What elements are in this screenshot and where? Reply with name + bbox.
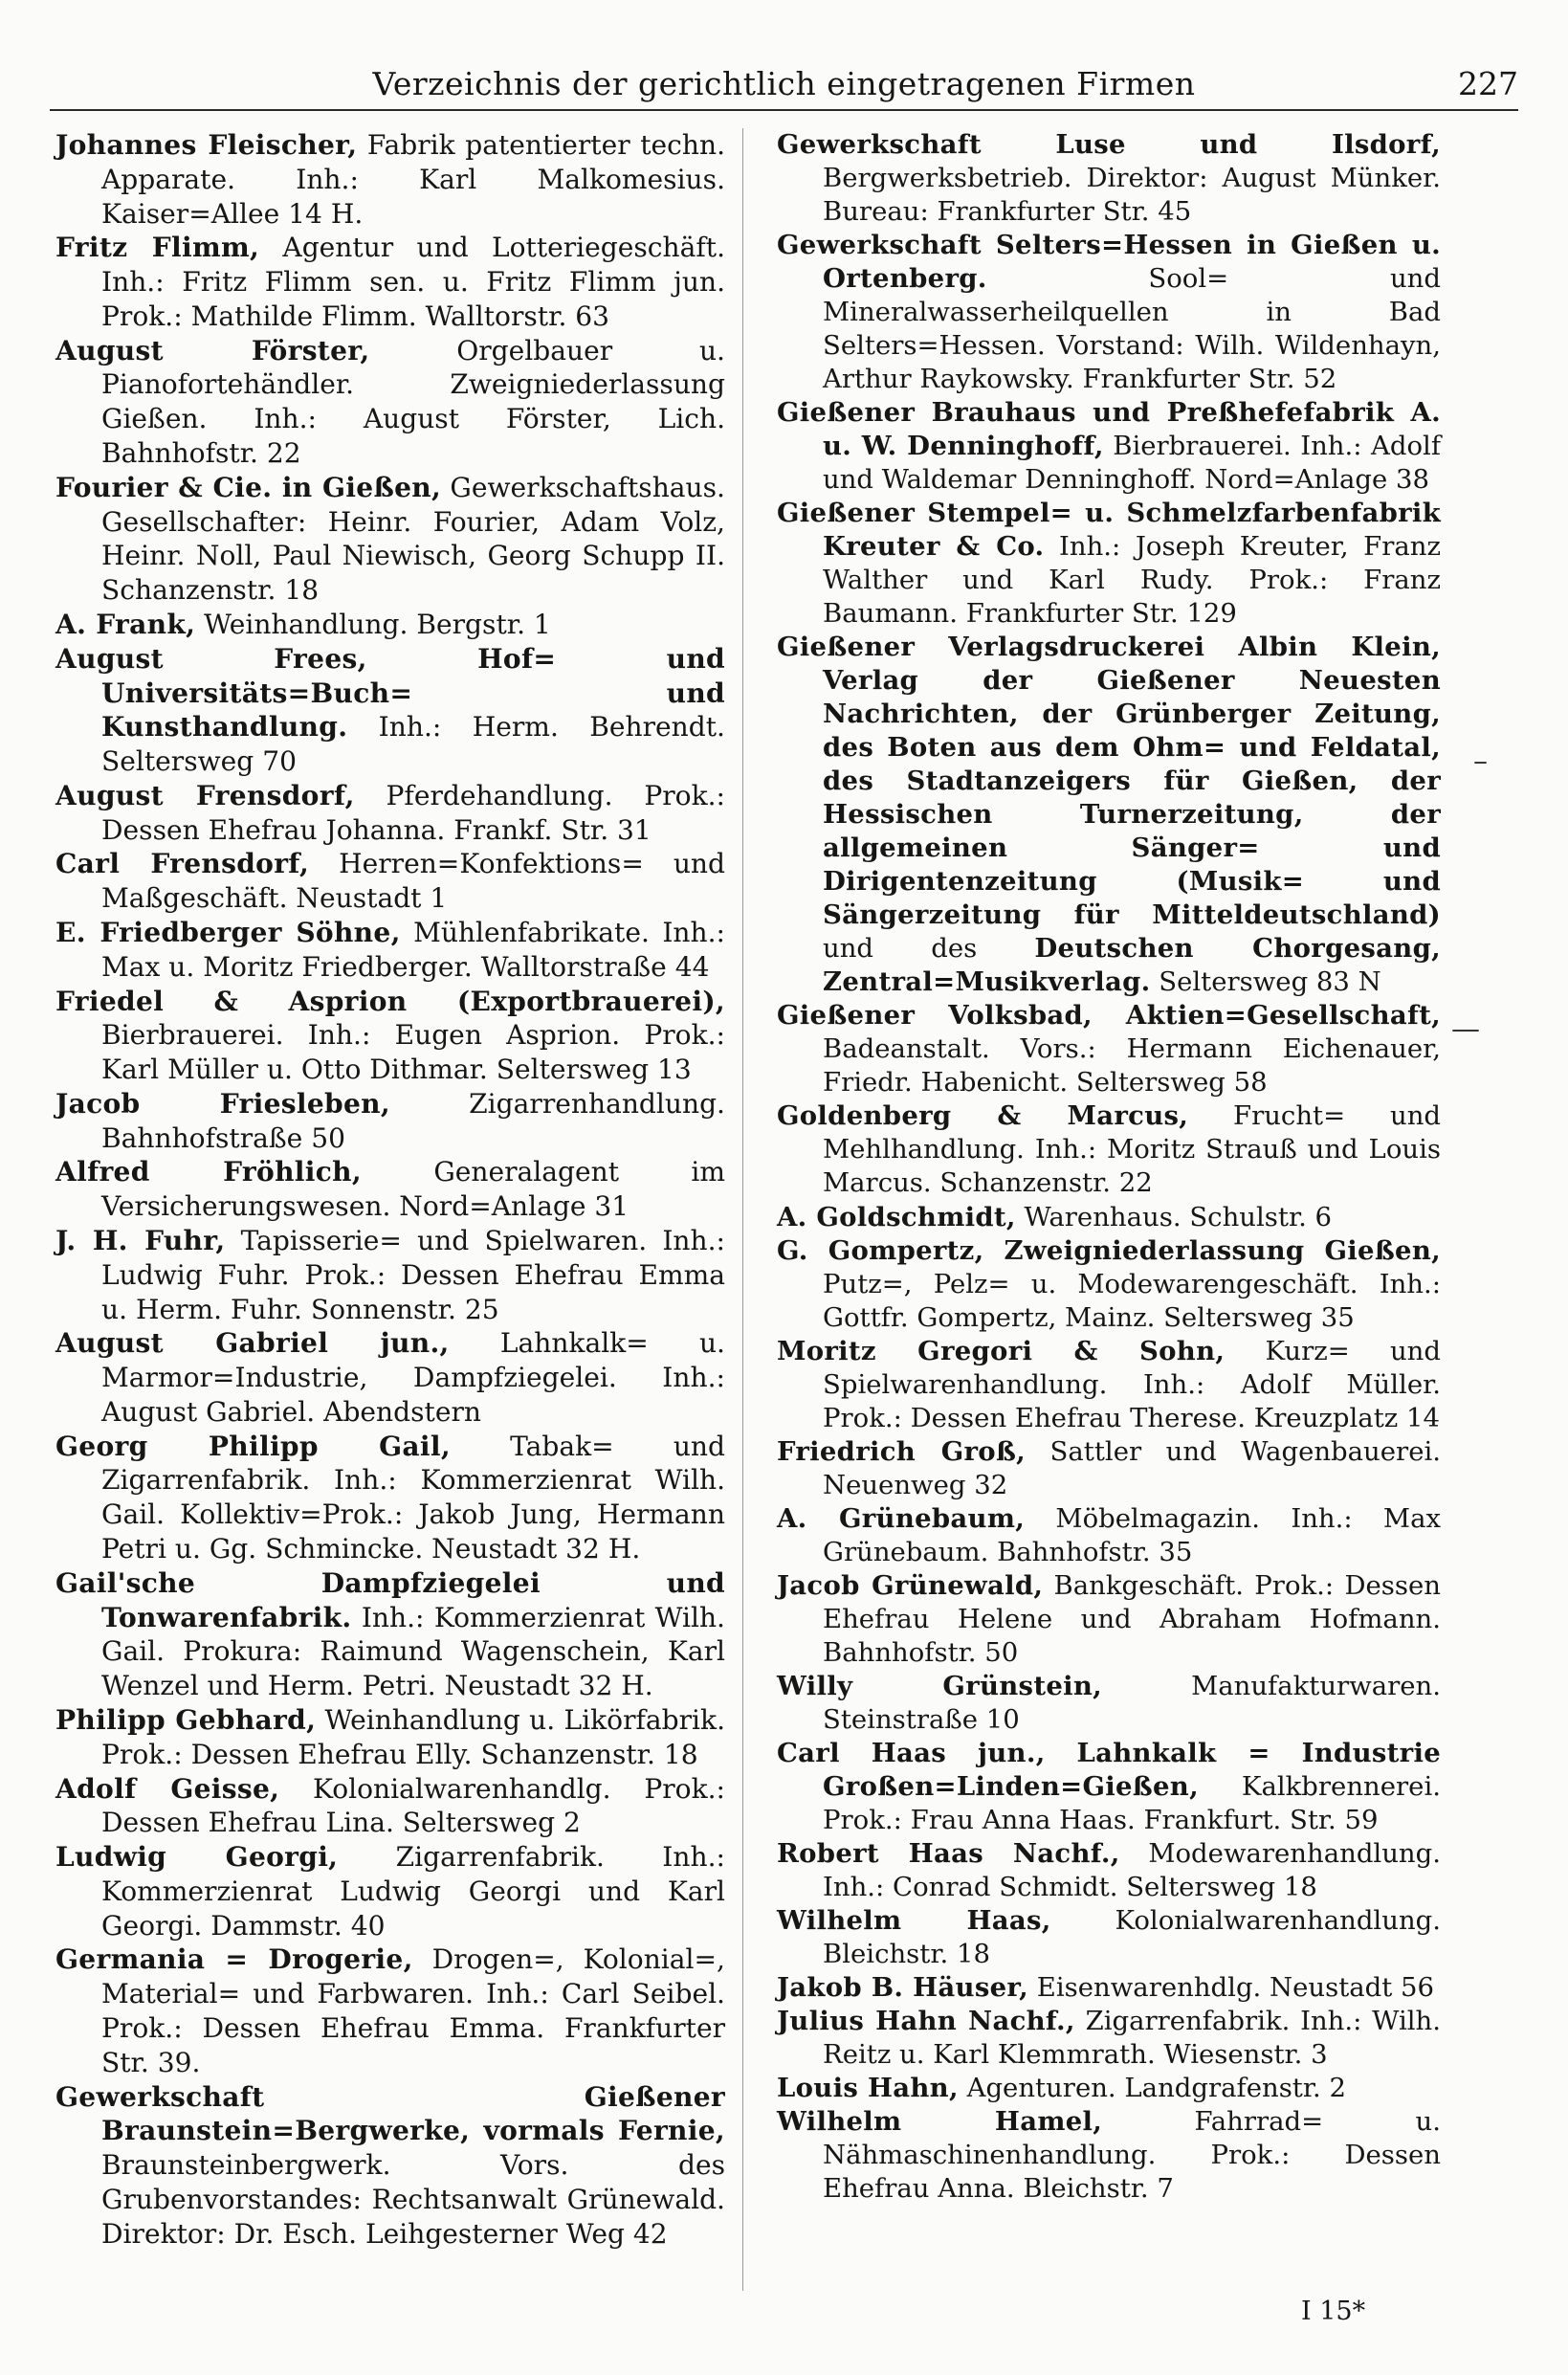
firm-details: Inh.: Herm. Behrendt. Seltersweg 70 <box>101 711 725 778</box>
firm-name: Germania = Drogerie, <box>55 1943 413 1976</box>
firm-entry <box>55 779 725 848</box>
firm-name: August Frees, Hof= und Universitäts=Buch= und Kunsthandlung. <box>55 642 725 744</box>
firm-entry <box>777 497 1441 631</box>
firm-name: Gewerkschaft Selters=Hessen in Gießen u. Ortenberg. <box>777 230 1441 295</box>
firm-name: Wilhelm Hamel, <box>777 2105 1103 2137</box>
firm-name: Alfred Fröhlich, <box>55 1156 362 1188</box>
firm-entry <box>777 128 1441 229</box>
firm-entry <box>55 1326 725 1429</box>
firm-entry <box>55 847 725 916</box>
firm-details: Tapisserie= und Spielwaren. Inh.: Ludwig Fuhr. Prok.: Dessen Ehefrau Emma u. Herm. Fuhr. Sonnenstr. 25 <box>101 1225 725 1325</box>
firm-entry <box>55 1087 725 1156</box>
firm-entry <box>777 1234 1441 1335</box>
firm-details: Weinhandlung. Bergstr. 1 <box>195 608 551 640</box>
firm-details: Inh.: Joseph Kreuter, Franz Walther und Karl Rudy. Prok.: Franz Baumann. Frankfurter Str. 129 <box>823 531 1441 630</box>
firm-details: Braunsteinbergwerk. Vors. des Grubenvorstandes: Rechtsanwalt Grünewald. Direktor: Dr. Esch. Leihgesterner Weg 42 <box>101 2149 725 2250</box>
firm-details: Drogen=, Kolonial=, Material= und Farbwaren. Inh.: Carl Seibel. Prok.: Dessen Ehefrau Emma. Frankfurter Str. 39. <box>101 1943 725 2078</box>
firm-details: Warenhaus. Schulstr. 6 <box>1015 1201 1333 1232</box>
firm-name: Gießener Volksbad, Aktien=Gesellschaft, <box>777 1000 1441 1032</box>
firm-details: Fahrrad= u. Nähmaschinenhandlung. Prok.: Dessen Ehefrau Anna. Bleichstr. 7 <box>823 2105 1441 2204</box>
firm-name: G. Gompertz, Zweigniederlassung Gießen, <box>777 1234 1441 1266</box>
firm-name: J. H. Fuhr, <box>55 1225 226 1256</box>
firm-entry <box>55 1942 725 2079</box>
firm-name: A. Goldschmidt, <box>777 1201 1016 1232</box>
firm-entry <box>55 1430 725 1566</box>
firm-details: Weinhandlung u. Likörfabrik. Prok.: Dessen Ehefrau Elly. Schanzenstr. 18 <box>101 1703 725 1770</box>
firm-name: Deutschen Chorgesang, Zentral=Musikverlag. <box>823 933 1441 998</box>
firm-entry <box>777 1737 1441 1837</box>
firm-name: Moritz Gregori & Sohn, <box>777 1335 1226 1366</box>
firm-details: Bierbrauerei. Inh.: Adolf und Waldemar Denninghoff. Nord=Anlage 38 <box>823 431 1441 496</box>
right-column <box>777 128 1441 2206</box>
firm-entry <box>55 1155 725 1224</box>
firm-name: August Gabriel jun., <box>55 1327 450 1360</box>
firm-details: Sattler und Wagenbauerei. Neuenweg 32 <box>823 1435 1442 1500</box>
running-title: Verzeichnis der gerichtlich eingetragenen Firmen <box>372 65 1196 102</box>
margin-dash-mark: — <box>1451 1012 1480 1046</box>
firm-details: Kolonialwarenhandlg. Prok.: Dessen Ehefrau Lina. Seltersweg 2 <box>101 1772 725 1839</box>
firm-name: Carl Frensdorf, <box>55 848 310 880</box>
firm-entry <box>777 2105 1441 2206</box>
page-header <box>50 59 1518 111</box>
firm-entry <box>777 229 1441 396</box>
firm-entry <box>777 1502 1441 1569</box>
firm-name: Gießener Stempel= u. Schmelzfarbenfabrik Kreuter & Co. <box>777 498 1441 563</box>
firm-details: Agentur und Lotteriegeschäft. Inh.: Fritz Flimm sen. u. Fritz Flimm jun. Prok.: Mathilde Flimm. Walltorstr. 63 <box>101 232 725 332</box>
firm-entry <box>777 1099 1441 1200</box>
firm-entry <box>55 1840 725 1942</box>
firm-details: Putz=, Pelz= u. Modewarengeschäft. Inh.: Gottfr. Gompertz, Mainz. Seltersweg 35 <box>823 1268 1441 1333</box>
firm-entry <box>777 396 1441 497</box>
firm-name: Fritz Flimm, <box>55 232 260 264</box>
firm-details: Manufakturwaren. Steinstraße 10 <box>823 1670 1441 1735</box>
firm-name: Jacob Grünewald, <box>777 1569 1044 1601</box>
firm-name: Louis Hahn, <box>777 2072 959 2103</box>
firm-name: E. Friedberger Söhne, <box>55 916 401 948</box>
firm-details: Gewerkschaftshaus. Gesellschafter: Heinr. Fourier, Adam Volz, Heinr. Noll, Paul Niewisch, Georg Schupp II. Schanzenstr. 18 <box>101 471 725 607</box>
firm-name: Gewerkschaft Gießener Braunstein=Bergwerke, vormals Fernie, <box>55 2080 725 2147</box>
firm-details: Fabrik patentierter techn. Apparate. Inh.: Karl Malkomesius. Kaiser=Allee 14 H. <box>101 129 726 230</box>
firm-details: und des <box>823 933 1035 965</box>
firm-name: Philipp Gebhard, <box>55 1703 317 1736</box>
firm-details: Lahnkalk= u. Marmor=Industrie, Dampfziegelei. Inh.: August Gabriel. Abendstern <box>101 1327 725 1428</box>
firm-entry <box>55 1566 725 1703</box>
firm-name: Adolf Geisse, <box>55 1772 280 1805</box>
firm-details: Herren=Konfektions= und Maßgeschäft. Neustadt 1 <box>101 848 725 915</box>
firm-entry <box>55 128 725 231</box>
firm-entry <box>55 985 725 1087</box>
firm-details: Badeanstalt. Vors.: Hermann Eichenauer, Friedr. Habenicht. Seltersweg 58 <box>823 1033 1441 1099</box>
firm-details: Kurz= und Spielwarenhandlung. Inh.: Adolf Müller. Prok.: Dessen Ehefrau Therese. Kreuzplatz 14 <box>823 1335 1441 1433</box>
firm-details: Bierbrauerei. Inh.: Eugen Asprion. Prok.: Karl Müller u. Otto Dithmar. Seltersweg 13 <box>101 1019 725 1086</box>
firm-entry <box>777 1335 1441 1435</box>
page-number: 227 <box>1458 65 1518 102</box>
firm-details: Agenturen. Landgrafenstr. 2 <box>958 2072 1346 2103</box>
firm-details: Eisenwarenhdlg. Neustadt 56 <box>1028 1971 1435 2003</box>
firm-details: Seltersweg 83 N <box>1150 966 1381 998</box>
firm-name: Gießener Brauhaus und Preßhefefabrik A. u. W. Denninghoff, <box>777 397 1441 462</box>
firm-entry <box>777 2072 1441 2105</box>
firm-name: Robert Haas Nachf., <box>777 1837 1120 1869</box>
firm-details: Tabak= und Zigarrenfabrik. Inh.: Kommerzienrat Wilh. Gail. Kollektiv=Prok.: Jakob Jung, Hermann Petri u. Gg. Schmincke. Neustadt 32 H. <box>101 1430 725 1565</box>
firm-entry <box>777 1971 1441 2005</box>
firm-details: Zigarrenfabrik. Inh.: Wilh. Reitz u. Karl Klemmrath. Wiesenstr. 3 <box>823 2005 1442 2070</box>
firm-entry <box>777 1201 1441 1234</box>
firm-details: Inh.: Kommerzienrat Wilh. Gail. Prokura: Raimund Wagenschein, Karl Wenzel und Herm. Petri. Neustadt 32 H. <box>101 1601 725 1702</box>
firm-name: Wilhelm Haas, <box>777 1904 1051 1936</box>
firm-details: Kolonialwarenhandlung. Bleichstr. 18 <box>823 1904 1441 1969</box>
firm-details: Generalagent im Versicherungswesen. Nord=Anlage 31 <box>101 1156 726 1223</box>
firm-entry <box>777 999 1441 1099</box>
firm-name: Ludwig Georgi, <box>55 1841 339 1874</box>
firm-entry <box>55 642 725 779</box>
firm-details: Sool= und Mineralwasserheilquellen in Bad Selters=Hessen. Vorstand: Wilh. Wildenhayn, Arthur Raykowsky. Frankfurter Str. 52 <box>823 263 1441 395</box>
firm-details: Kalkbrennerei. Prok.: Frau Anna Haas. Frankfurt. Str. 59 <box>823 1770 1441 1835</box>
firm-details: Frucht= und Mehlhandlung. Inh.: Moritz Strauß und Louis Marcus. Schanzenstr. 22 <box>823 1100 1442 1199</box>
firm-entry <box>55 231 725 333</box>
firm-entry <box>55 1772 725 1841</box>
firm-name: Friedrich Groß, <box>777 1435 1027 1467</box>
firm-entry <box>777 2005 1441 2072</box>
firm-name: Gießener Verlagsdruckerei Albin Klein, Verlag der Gießener Neuesten Nachrichten, der Grünberger Zeitung, des Boten aus dem Ohm= und Feldatal, des Stadtanzeigers für Gießen, der Hessischen Turnerzeitung, der allgemeinen Sänger= und Dirigentenzeitung (Musik= und Sängerzeitung für Mitteldeutschland) <box>777 632 1441 931</box>
firm-name: Friedel & Asprion (Exportbrauerei), <box>55 985 725 1017</box>
firm-details: Bankgeschäft. Prok.: Dessen Ehefrau Helene und Abraham Hofmann. Bahnhofstr. 50 <box>823 1569 1441 1668</box>
firm-name: Gail'sche Dampfziegelei und Tonwarenfabrik. <box>55 1566 725 1633</box>
firm-details: Möbelmagazin. Inh.: Max Grünebaum. Bahnhofstr. 35 <box>823 1502 1441 1567</box>
firm-entry <box>777 631 1441 999</box>
firm-entry <box>55 1703 725 1772</box>
firm-entry <box>777 1837 1441 1904</box>
firm-name: Georg Philipp Gail, <box>55 1430 451 1462</box>
firm-entry <box>55 2080 725 2252</box>
firm-details: Pferdehandlung. Prok.: Dessen Ehefrau Johanna. Frankf. Str. 31 <box>101 779 725 846</box>
margin-dash-mark: – <box>1473 744 1488 778</box>
firm-details: Zigarrenfabrik. Inh.: Kommerzienrat Ludwig Georgi und Karl Georgi. Dammstr. 40 <box>101 1841 725 1942</box>
firm-details: Bergwerksbetrieb. Direktor: August Münker. Bureau: Frankfurter Str. 45 <box>823 163 1441 228</box>
firm-details: Orgelbauer u. Pianofortehändler. Zweigniederlassung Gießen. Inh.: August Förster, Lich. Bahnhofstr. 22 <box>101 334 725 470</box>
firm-name: Jakob B. Häuser, <box>777 1971 1029 2003</box>
firm-name: August Frensdorf, <box>55 779 355 811</box>
firm-entry <box>55 334 725 471</box>
firm-name: Julius Hahn Nachf., <box>777 2005 1075 2036</box>
firm-name: Johannes Fleischer, <box>55 129 358 161</box>
printer-signature: I 15* <box>1301 2297 1366 2326</box>
firm-entry <box>777 1670 1441 1737</box>
firm-entry <box>55 471 725 608</box>
firm-entry <box>55 916 725 985</box>
firm-name: A. Frank, <box>55 608 196 640</box>
firm-name: Gewerkschaft Luse und Ilsdorf, <box>777 129 1441 160</box>
firm-name: August Förster, <box>55 334 370 366</box>
firm-name: A. Grünebaum, <box>777 1502 1026 1534</box>
firm-name: Willy Grünstein, <box>777 1670 1103 1701</box>
firm-entry <box>777 1569 1441 1670</box>
firm-name: Fourier & Cie. in Gießen, <box>55 471 442 503</box>
firm-entry <box>55 1224 725 1326</box>
firm-entry <box>777 1435 1441 1502</box>
column-divider <box>742 128 743 2291</box>
firm-entry <box>777 1904 1441 1971</box>
firm-name: Jacob Friesleben, <box>55 1087 390 1120</box>
left-column <box>55 128 725 2251</box>
firm-entry <box>55 608 725 642</box>
firm-details: Mühlenfabrikate. Inh.: Max u. Moritz Friedberger. Walltorstraße 44 <box>101 916 725 983</box>
firm-name: Goldenberg & Marcus, <box>777 1100 1189 1132</box>
firm-details: Modewarenhandlung. Inh.: Conrad Schmidt. Seltersweg 18 <box>823 1837 1441 1902</box>
firm-details: Zigarrenhandlung. Bahnhofstraße 50 <box>101 1087 725 1154</box>
firm-name: Carl Haas jun., Lahnkalk = Industrie Großen=Linden=Gießen, <box>777 1737 1441 1802</box>
